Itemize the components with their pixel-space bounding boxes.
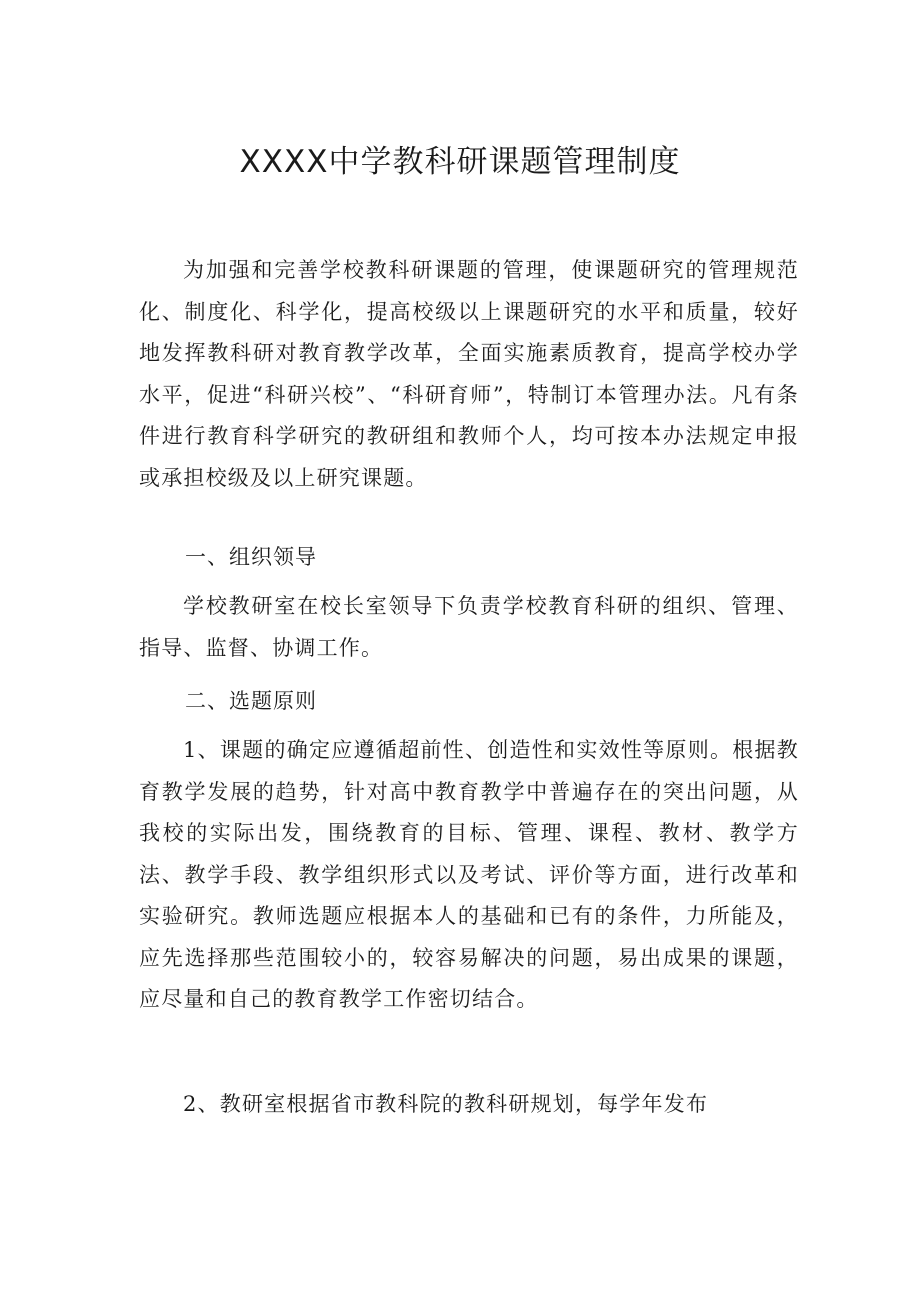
organization-paragraph: 学校教研室在校长室领导下负责学校教育科研的组织、管理、指导、监督、协调工作。	[139, 594, 799, 660]
principle-item-1: 1、课题的确定应遵循超前性、创造性和实效性等原则。根据教育教学发展的趋势，针对高中教育教学中普遍存在的突出问题，从我校的实际出发，围绕教育的目标、管理、课程、教材、教学方法、教学手段、教学组织形式以及考试、评价等方面，进行改革和实验研究。教师选题应根据本人的基础和已有的条件，力所能及，应先选择那些范围较小的，较容易解决的问题，易出成果的课题，应尽量和自己的教育教学工作密切结合。	[139, 738, 799, 1011]
intro-paragraph: 为加强和完善学校教科研课题的管理，使课题研究的管理规范化、制度化、科学化，提高校级以上课题研究的水平和质量，较好地发挥教科研对教育教学改革，全面实施素质教育，提高学校办学水平，促进“科研兴校”、“科研育师”，特制订本管理办法。凡有条件进行教育科学研究的教研组和教师个人，均可按本办法规定申报或承担校级及以上研究课题。	[139, 258, 799, 490]
principle-item-2: 2、教研室根据省市教科院的教科研规划，每学年发布	[183, 1092, 709, 1116]
section-heading-topic-principles: 二、选题原则	[185, 689, 317, 713]
section-heading-organization: 一、组织领导	[185, 545, 317, 569]
document-title: XXXX中学教科研课题管理制度	[239, 144, 681, 180]
